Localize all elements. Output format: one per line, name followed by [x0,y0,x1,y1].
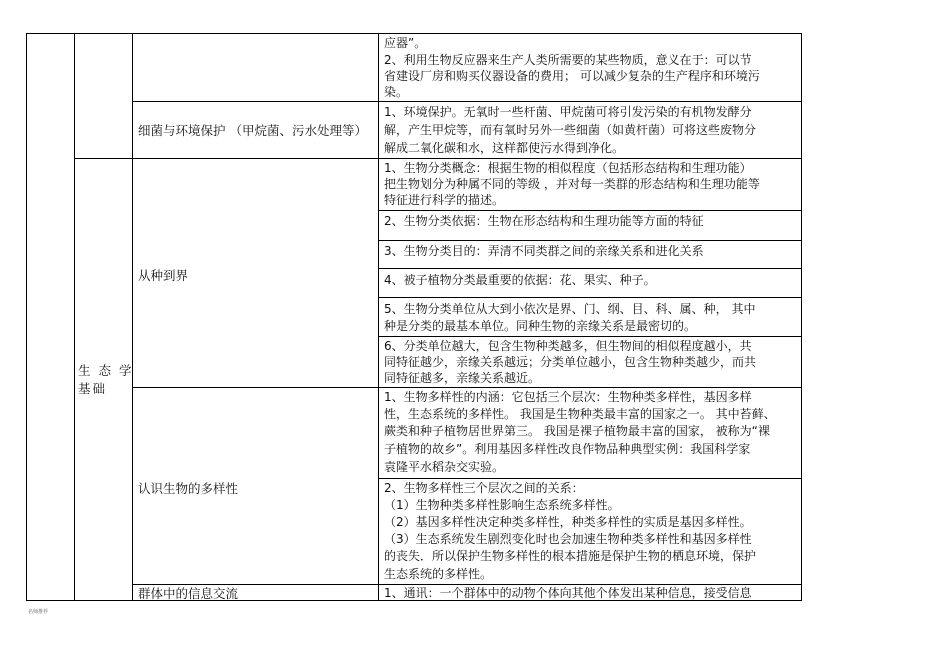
row-divider [132,584,802,585]
cell-text-line: 袁隆平水稻杂交实验。 [384,460,505,474]
cell-text-line: 1、生物分类概念：根据生物的相似程度（包括形态结构和生理功能） [384,161,752,175]
cell-text-line: 2、生物多样性三个层次之间的关系： [384,481,584,495]
row-divider [378,268,802,269]
column-divider [378,33,379,601]
table-border-left [26,33,27,601]
cell-text-line: 5、生物分类单位从大到小依次是界、门、纲、目、科、属、种， 其中 [384,302,756,316]
row-divider [378,297,802,298]
cell-text-line: 6、分类单位越大，包含生物种类越多，但生物间的相似程度越小，共 [384,339,752,353]
topic-label: 认识生物的多样性 [138,481,239,496]
cell-text-line: 省建设厂房和购买仪器设备的费用； 可以减少复杂的生产程序和环境污 [384,69,760,83]
cell-text-line: 同特征越少，亲缘关系越远；分类单位越小，包含生物种类越少，而共 [384,355,757,369]
cell-text-line: 生态系统的多样性。 [384,567,493,581]
cell-text-line: （2）基因多样性决定种类多样性，种类多样性的实质是基因多样性。 [384,515,752,529]
unit-label-line1: 生 态 学 [78,363,134,378]
row-divider [378,210,802,211]
cell-text-line: 种是分类的最基本单位。同种生物的亲缘关系是最密切的。 [384,319,697,333]
row-divider [378,478,802,479]
cell-text-line: 解，产生甲烷等，而有氧时另外一些细菌（如黄杆菌）可将这些废物分 [384,123,757,137]
cell-text-line: 特征进行科学的描述。 [384,193,505,207]
cell-text-line: （1）生物种类多样性影响生态系统多样性。 [384,498,620,512]
cell-text-line: 的丧失．所以保护生物多样性的根本措施是保护生物的栖息环境，保护 [384,549,757,563]
topic-label: 细菌与环境保护 （甲烷菌、污水处理等） [138,123,367,138]
cell-text-line: 解成二氧化碳和水，这样都使污水得到净化。 [384,141,625,155]
row-divider [132,387,802,388]
row-divider [378,240,802,241]
row-divider [378,336,802,337]
cell-text-line: 把生物划分为种属不同的等级 ，并对每一类群的形态结构和生理功能等 [384,177,760,191]
cell-text-line: 性，生态系统的多样性。 我国是生物种类最丰富的国家之一。 其中苔藓、 [384,407,776,421]
column-divider [74,33,75,601]
cell-text-line: 2、生物分类依据：生物在形态结构和生理功能等方面的特征 [384,214,704,228]
cell-text-line: 4、被子植物分类最重要的依据：花、果实、种子。 [384,273,656,287]
cell-text-line: 1、生物多样性的内涵：它包括三个层次：生物种类多样性，基因多样 [384,390,752,404]
cell-text-line: 1、通讯：一个群体中的动物个体向其他个体发出某种信息，接受信息 [384,586,752,600]
topic-label: 从种到界 [138,268,189,283]
cell-text-line: 同特征越多，亲缘关系越近。 [384,371,541,385]
topic-label: 群体中的信息交流 [138,586,239,601]
cell-text-line: 子植物的故乡”。利用基因多样性改良作物品种典型实例：我国科学家 [384,442,751,456]
row-divider [132,101,802,102]
table-border-top [26,33,802,34]
cell-text-line: 蕨类和种子植物居世界第三。 我国是裸子植物最丰富的国家， 被称为“裸 [384,424,770,438]
cell-text-line: 3、生物分类目的：弄清不同类群之间的亲缘关系和进化关系 [384,244,704,258]
footer-note: 名师推荐 [28,609,49,615]
row-divider [74,158,802,159]
cell-text-line: 染。 [384,85,409,99]
cell-text-line: 应器”。 [384,36,427,50]
cell-text-line: 1、环境保护。无氧时一些杆菌、甲烷菌可将引发污染的有机物发酵分 [384,105,752,119]
table-border-right [801,33,802,601]
unit-label-line2: 基础 [78,381,108,396]
cell-text-line: 2、利用生物反应器来生产人类所需要的某些物质，意义在于：可以节 [384,53,752,67]
cell-text-line: （3）生态系统发生剧烈变化时也会加速生物种类多样性和基因多样性 [384,532,752,546]
column-divider [132,33,133,601]
